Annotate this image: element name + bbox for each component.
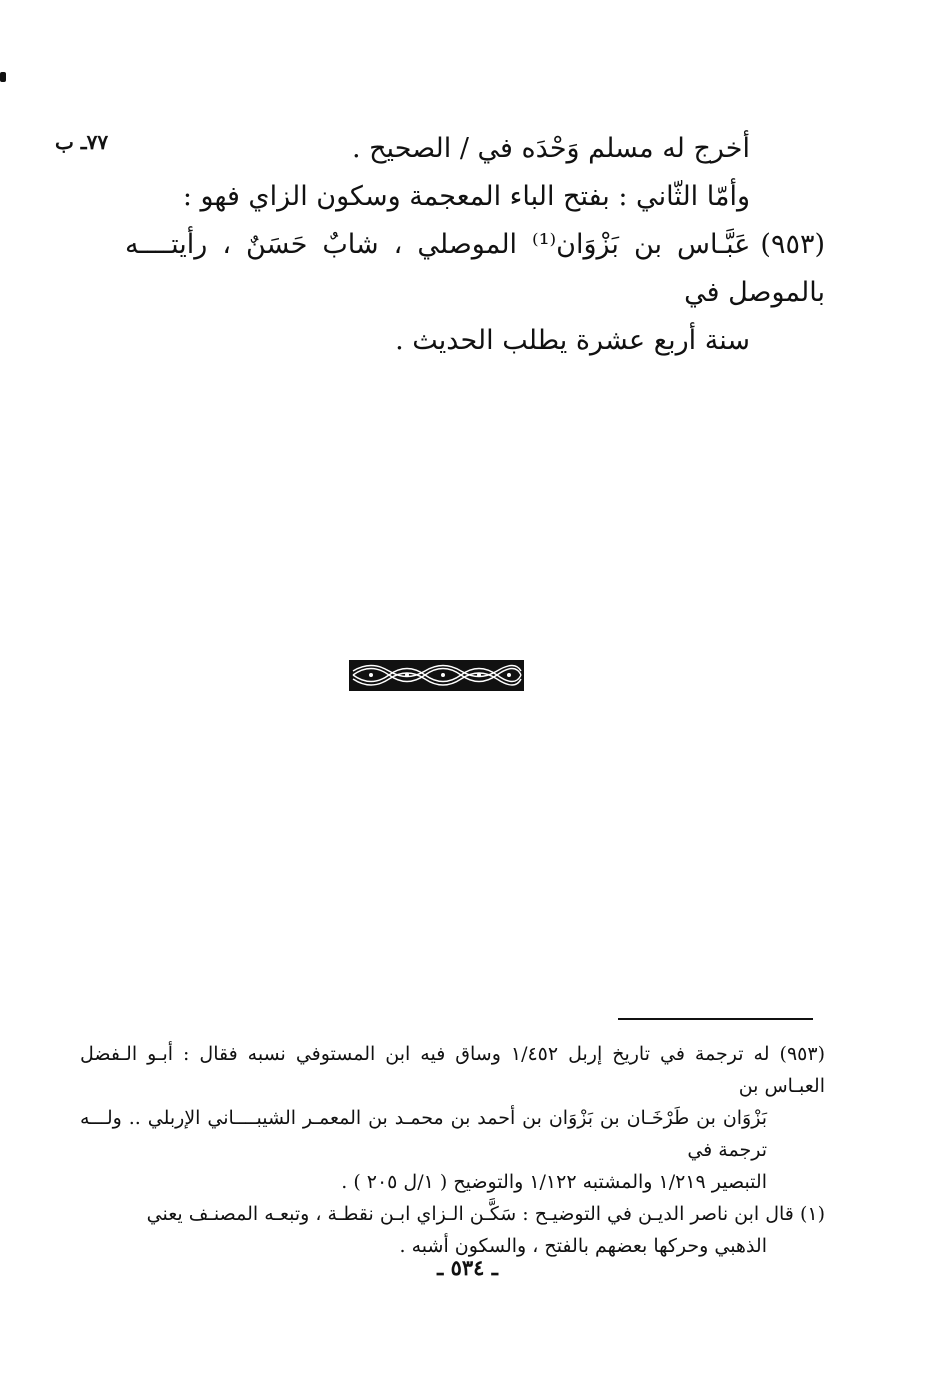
footnote-line: التبصير ١/٢١٩ والمشتبه ١/١٢٢ والتوضيح ( ١/ل ٢٠٥ ) . — [341, 1171, 767, 1193]
footnote-line: قال ابن ناصر الديـن في التوضيـح : سَكَّـن الـزاي ابـن نقطـة ، وتبعـه المصنـف يعني — [146, 1203, 794, 1225]
footnote-line: الذهبي وحركها بعضهم بالفتح ، والسكون أشبه . — [399, 1235, 767, 1257]
page-number: ـ ٥٣٤ ـ — [437, 1255, 498, 1280]
footnotes — [80, 1038, 825, 1262]
footnote-953 — [80, 1038, 825, 1198]
scan-edge-mark — [0, 72, 6, 82]
footnote-number: (٩٥٣) — [779, 1043, 825, 1065]
main-text — [130, 125, 750, 221]
footnote-line: له ترجمة في تاريخ إربل ١/٤٥٢ وساق فيه ابن المستوفي نسبه فقال : أبـو الـفضل العبـاس بن — [80, 1043, 825, 1097]
entry-line-1: عَبَّـاس بن بَزْوَان⁽¹⁾ الموصلي ، شابٌ حَسَنٌ ، رأيتــــه بالموصل في — [125, 229, 825, 308]
biography-entry — [125, 221, 825, 365]
decorative-ornament-divider — [349, 660, 524, 691]
footnote-separator — [618, 1018, 813, 1020]
footnote-number: (١) — [799, 1203, 825, 1225]
main-line-2: وأمّا الثّاني : بفتح الباء المعجمة وسكون الزاي فهو : — [182, 181, 750, 212]
main-line-1: أخرج له مسلم وَحْدَه في / الصحيح . — [351, 133, 750, 164]
entry-number: (٩٥٣) — [760, 229, 825, 260]
entry-line-2: سنة أربع عشرة يطلب الحديث . — [395, 325, 750, 356]
footnote-1 — [80, 1198, 825, 1262]
footnote-line: بَزْوَان بن طَرْخَـان بن بَزْوَان بن أحمد بن محمـد بن المعمـر الشيبــــاني الإربلي .. ولـــه ترجمة في — [80, 1107, 767, 1161]
manuscript-folio-note: ٧٧ـ ب — [55, 130, 109, 154]
